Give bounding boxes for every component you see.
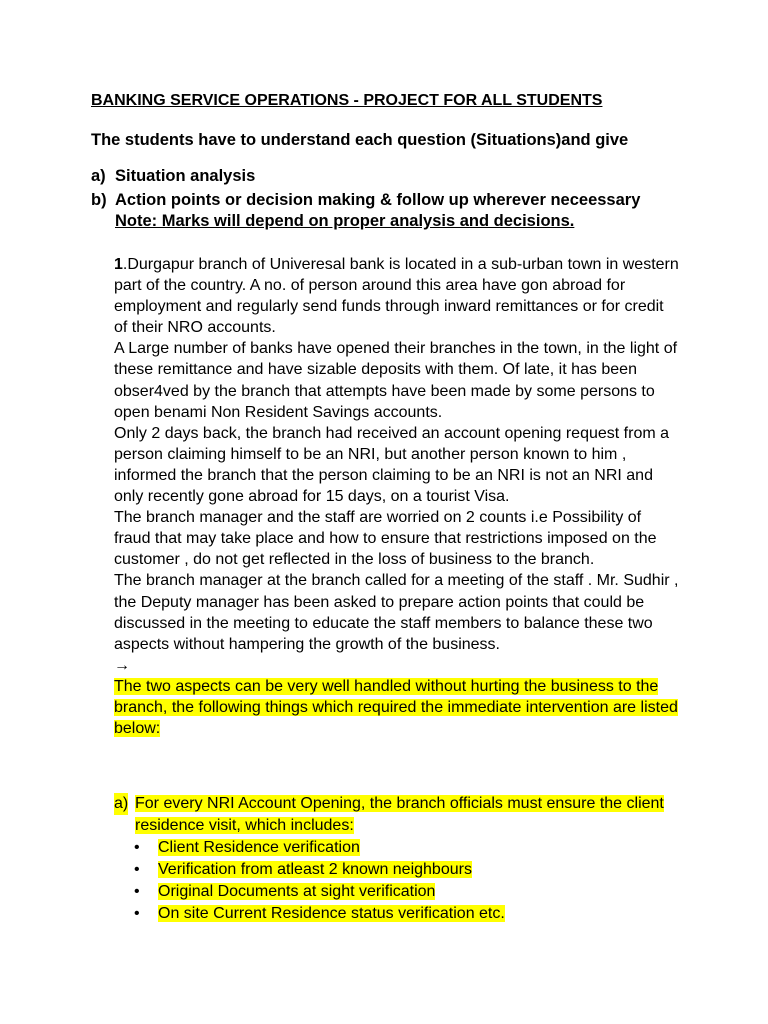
question-number: 1 [114,256,123,273]
bullet-icon: • [134,861,140,878]
list-item: • Client Residence verification [114,837,674,859]
bullet-icon: • [134,883,140,900]
list-item: • On site Current Residence status verification etc. [114,903,674,925]
task-item-a [91,167,255,186]
question-paragraph: A Large number of banks have opened their branches in the town, in the light of these remittance and have sizable deposits with them. Of late, it has been obser4ved by the branch that attempts have been made by some persons to open benami Non Resident Savings accounts. [114,340,678,421]
marks-note: Note: Marks will depend on proper analysis and decisions. [115,212,575,230]
point-label: a) [114,793,128,815]
question-paragraph: Only 2 days back, the branch had received an account opening request from a person claiming himself to be an NRI, but another person known to him , informed the branch that the person claiming to be an NRI is not an NRI and only recently gone abroad for 15 days, on a tourist Visa. [114,424,670,506]
point-text: For every NRI Account Opening, the branch officials must ensure the client residence visit, which includes: [135,795,664,834]
bullet-icon: • [134,839,140,856]
bullet-list [114,837,674,925]
highlighted-text: The two aspects can be very well handled without hurting the business to the branch, the following things which required the immediate intervention are listed below: [114,677,678,737]
point-a-row [114,793,674,837]
question-paragraph: The branch manager and the staff are worried on 2 counts i.e Possibility of fraud that may take place and how to ensure that restrictions imposed on the customer , do not get reflected in the loss of business to the branch. [114,509,657,569]
question-paragraph: 1.Durgapur branch of Univeresal bank is located in a sub-urban town in western part of the country. A no. of person around this area have gon abroad for employment and regularly send funds through inward remittances or for credit of their NRO accounts. [114,256,679,337]
task-label: a) [91,167,106,185]
list-item: • Verification from atleast 2 known neighbours [114,859,674,881]
bullet-icon: • [134,905,140,922]
instructions-intro: The students have to understand each question (Situations)and give [91,131,629,149]
document-title: BANKING SERVICE OPERATIONS - PROJECT FOR ALL STUDENTS [91,92,603,109]
arrow-icon: → [114,656,130,674]
answer-point-a [114,793,674,925]
task-label: b) [91,191,107,209]
task-item-b [91,191,640,210]
question-body [114,254,679,739]
task-text: Action points or decision making & follow up wherever neceessary [115,191,641,209]
task-text: Situation analysis [115,167,256,185]
question-paragraph: The branch manager at the branch called for a meeting of the staff . Mr. Sudhir , the Deputy manager has been asked to prepare action points that could be discussed in the meeting to educate the staff members to balance these two aspects without hampering the growth of the business. [114,572,679,653]
answer-intro [114,676,679,739]
list-item: • Original Documents at sight verification [114,881,674,903]
